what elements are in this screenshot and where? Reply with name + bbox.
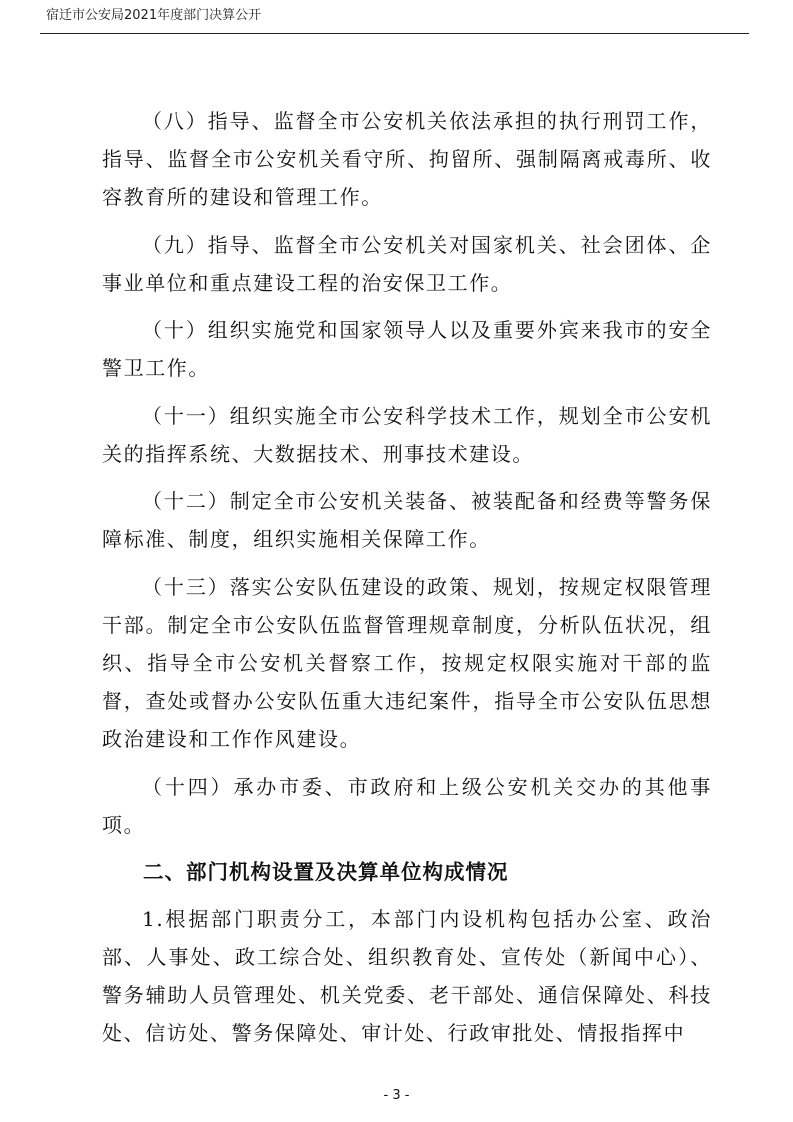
page-number: - 3 - — [383, 1088, 410, 1103]
paragraph-item-13: （十三）落实公安队伍建设的政策、规划，按规定权限管理干部。制定全市公安队伍监督管理规章制度，分析队伍状况，组织、指导全市公安机关督察工作，按规定权限实施对干部的监督，查处或督办公安队伍重大违纪案件，指导全市公安队伍思想政治建设和工作作风建设。 — [102, 574, 712, 751]
section-paragraph: 1.根据部门职责分工，本部门内设机构包括办公室、政治部、人事处、政工综合处、组织教育处、宣传处（新闻中心）、警务辅助人员管理处、机关党委、老干部处、通信保障处、科技处、信访处、警务保障处、审计处、行政审批处、情报指挥中 — [102, 907, 712, 1046]
header-divider — [40, 33, 749, 34]
paragraph-item-9: （九）指导、监督全市公安机关对国家机关、社会团体、企事业单位和重点建设工程的治安保卫工作。 — [102, 232, 712, 295]
paragraph-item-14: （十四）承办市委、市政府和上级公安机关交办的其他事项。 — [102, 774, 712, 837]
running-header: 宿迁市公安局2021年度部门决算公开 — [46, 8, 262, 23]
paragraph-item-8: （八）指导、监督全市公安机关依法承担的执行刑罚工作，指导、监督全市公安机关看守所、拘留所、强制隔离戒毒所、收容教育所的建设和管理工作。 — [102, 109, 712, 209]
document-body — [102, 102, 712, 1062]
paragraph-item-12: （十二）制定全市公安机关装备、被装配备和经费等警务保障标准、制度，组织实施相关保障工作。 — [102, 489, 712, 552]
section-heading: 二、部门机构设置及决算单位构成情况 — [143, 860, 509, 885]
paragraph-item-10: （十）组织实施党和国家领导人以及重要外宾来我市的安全警卫工作。 — [102, 318, 712, 381]
paragraph-item-11: （十一）组织实施全市公安科学技术工作，规划全市公安机关的指挥系统、大数据技术、刑事技术建设。 — [102, 403, 712, 466]
